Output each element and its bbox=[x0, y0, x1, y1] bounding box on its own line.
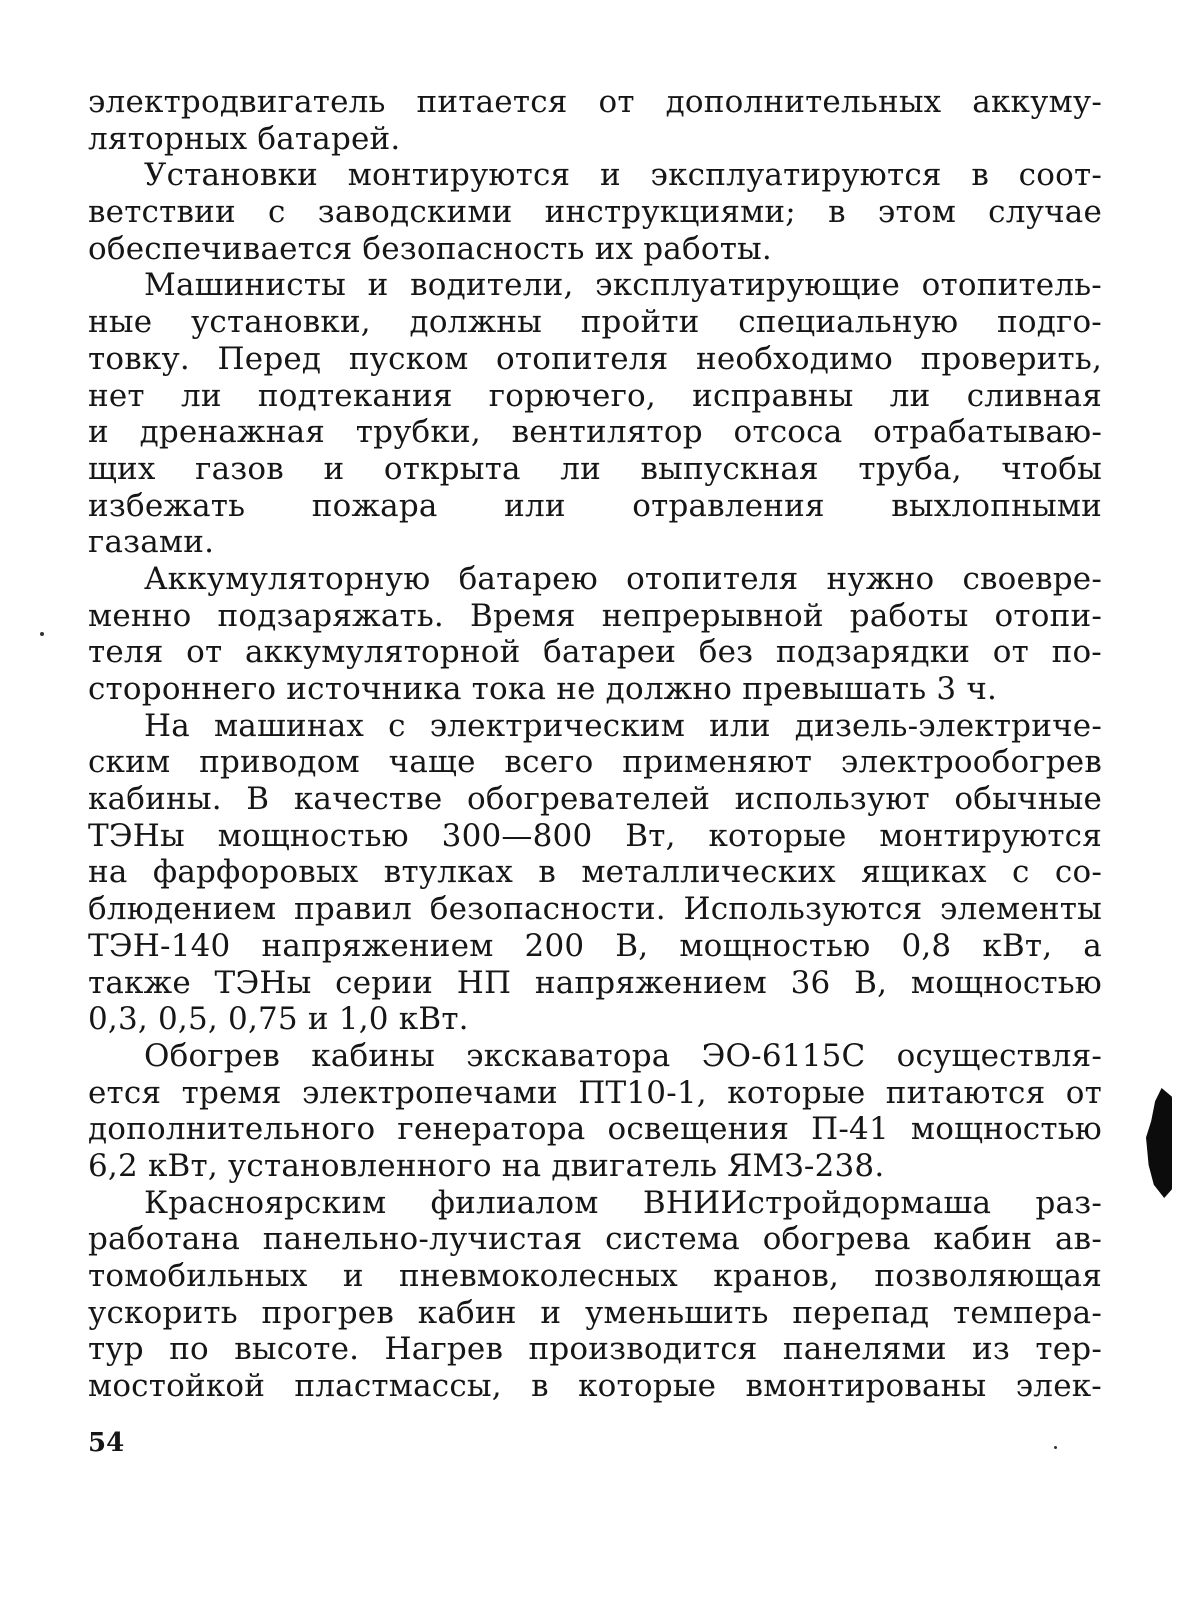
scan-speck bbox=[1054, 1446, 1057, 1449]
text-line: ветствии с заводскими инструкциями; в этом случае bbox=[88, 194, 1102, 231]
text-line: 6,2 кВт, установленного на двигатель ЯМЗ-238. bbox=[88, 1147, 885, 1184]
text-line: Красноярским филиалом ВНИИстройдормаша раз- bbox=[144, 1184, 1102, 1221]
text-line: ется тремя электропечами ПТ10-1, которые питаются от bbox=[88, 1074, 1102, 1111]
scan-blot bbox=[1146, 1088, 1172, 1198]
text-line: теля от аккумуляторной батареи без подзарядки от по- bbox=[88, 634, 1102, 671]
text-line: также ТЭНы серии НП напряжением 36 В, мощностью bbox=[88, 964, 1102, 1001]
text-line: Обогрев кабины экскаватора ЭО-6115С осуществля- bbox=[144, 1037, 1102, 1074]
paragraph-4 bbox=[88, 561, 1102, 708]
paragraph-2 bbox=[88, 157, 1102, 267]
scan-speck bbox=[40, 632, 44, 636]
text-line: кабины. В качестве обогревателей используют обычные bbox=[88, 781, 1102, 818]
paragraph-3 bbox=[88, 267, 1102, 561]
paragraph-5 bbox=[88, 708, 1102, 1038]
text-line: ТЭНы мощностью 300—800 Вт, которые монтируются bbox=[88, 817, 1102, 854]
text-line: работана панельно-лучистая система обогрева кабин ав- bbox=[88, 1221, 1102, 1258]
page-number: 54 bbox=[88, 1428, 125, 1458]
text-line: избежать пожара или отравления выхлопными bbox=[88, 487, 1102, 524]
text-line: товку. Перед пуском отопителя необходимо проверить, bbox=[88, 340, 1102, 377]
text-line: нет ли подтекания горючего, исправны ли сливная bbox=[88, 377, 1102, 414]
text-line: Установки монтируются и эксплуатируются в соот- bbox=[144, 157, 1102, 194]
text-line: Машинисты и водители, эксплуатирующие отопитель- bbox=[144, 267, 1102, 304]
text-line: томобильных и пневмоколесных кранов, позволяющая bbox=[88, 1258, 1102, 1294]
text-line: мостойкой пластмассы, в которые вмонтированы элек- bbox=[88, 1368, 1102, 1405]
text-line: дополнительного генератора освещения П-41 мощностью bbox=[88, 1111, 1102, 1148]
text-line: обеспечивается безопасность их работы. bbox=[88, 230, 772, 267]
text-line: блюдением правил безопасности. Используются элементы bbox=[88, 891, 1102, 928]
paragraph-1 bbox=[88, 84, 1102, 157]
text-line: На машинах с электрическим или дизель-электриче- bbox=[144, 707, 1102, 744]
text-line: менно подзаряжать. Время непрерывной работы отопи- bbox=[88, 597, 1102, 634]
text-line: ные установки, должны пройти специальную подго- bbox=[88, 304, 1102, 341]
page-body bbox=[88, 84, 1102, 1405]
text-line: ляторных батарей. bbox=[88, 120, 401, 157]
text-line: Аккумуляторную батарею отопителя нужно своевре- bbox=[144, 560, 1102, 597]
text-line: стороннего источника тока не должно превышать 3 ч. bbox=[88, 671, 998, 707]
paragraph-6 bbox=[88, 1038, 1102, 1185]
text-line: газами. bbox=[88, 524, 215, 561]
paragraph-7 bbox=[88, 1185, 1102, 1405]
text-line: электродвигатель питается от дополнительных аккуму- bbox=[88, 84, 1102, 120]
text-line: на фарфоровых втулках в металлических ящиках с со- bbox=[88, 854, 1102, 891]
text-line: и дренажная трубки, вентилятор отсоса отрабатываю- bbox=[88, 414, 1102, 451]
text-line: 0,3, 0,5, 0,75 и 1,0 кВт. bbox=[88, 1001, 469, 1038]
text-line: ТЭН-140 напряжением 200 В, мощностью 0,8 кВт, а bbox=[88, 927, 1102, 964]
text-line: тур по высоте. Нагрев производится панелями из тер- bbox=[88, 1331, 1102, 1368]
text-line: ским приводом чаще всего применяют электрообогрев bbox=[88, 744, 1102, 781]
text-line: ускорить прогрев кабин и уменьшить перепад темпера- bbox=[88, 1294, 1102, 1331]
text-line: щих газов и открыта ли выпускная труба, чтобы bbox=[88, 450, 1102, 487]
